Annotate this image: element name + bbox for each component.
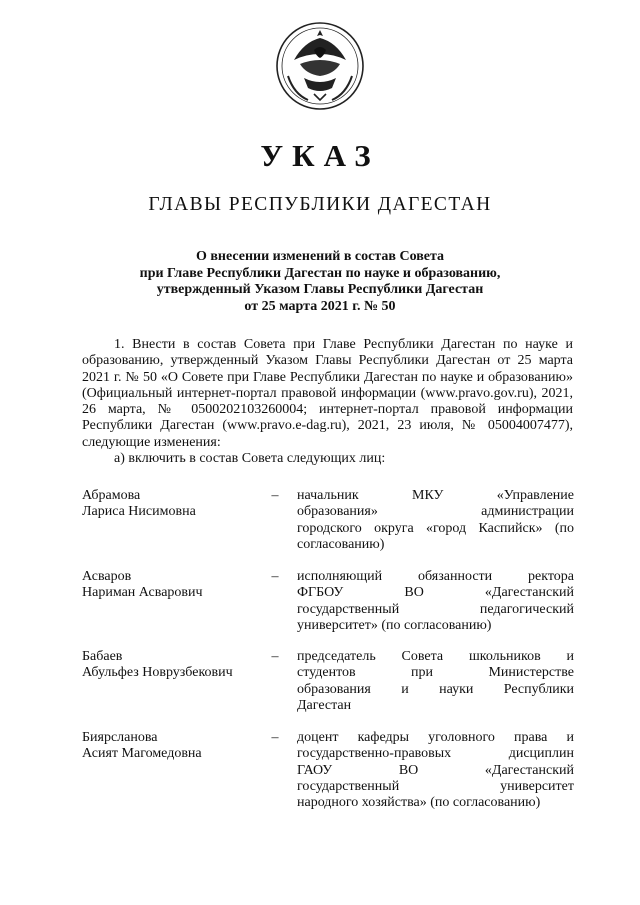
member-surname: Абрамова [82,488,141,503]
role-line: председатель Совета школьников и [297,649,574,664]
member-role [297,569,574,634]
decree-title: УКАЗ [260,138,380,173]
decree-body [82,337,573,467]
role-line: народного хозяйства» (по согласованию) [297,795,541,811]
member-role [297,649,574,714]
paragraph-1: 1. Внести в состав Совета при Главе Республики Дагестан по науке и образованию, утвержденный Указом Главы Республики Дагестан от 25 марта 2021 г. № 50 «О Совете при Главе Республики Дагестан по науке и образованию» (Официальный интернет-портал правовой информации (www.pravo.gov.ru), 2021, 26 марта, № 0500202103260004; интернет-портал правовой информации Республики Дагестан (www.pravo.e-dag.ru), 2021, 23 июля, № 05004007477), следующие изменения: [82,337,573,450]
member-surname: Бабаев [82,649,123,664]
member-role [297,730,574,811]
heading-line: утвержденный Указом Главы Республики Дагестан [156,282,484,298]
decree-issuer: ГЛАВЫ РЕСПУБЛИКИ ДАГЕСТАН [148,194,492,215]
member-surname: Асваров [82,569,132,584]
role-line: исполняющий обязанности ректора [297,569,574,584]
member-dash: – [271,730,279,745]
member-dash: – [271,569,279,584]
role-line: ФГБОУ ВО «Дагестанский [297,585,574,601]
role-line: образования» администрации [297,504,574,520]
member-given-name: Лариса Нисимовна [82,504,196,520]
role-line: государственный университет [297,778,574,794]
member-role [297,488,574,553]
heading-line: от 25 марта 2021 г. № 50 [244,298,396,314]
decree-heading [100,249,540,315]
member-dash: – [271,488,279,503]
role-line: согласованию) [297,536,385,552]
role-line: ГАОУ ВО «Дагестанский [297,762,574,778]
member-name [82,730,262,763]
role-line: образования и науки Республики [297,681,574,697]
member-given-name: Абульфез Новрузбекович [82,665,233,681]
member-dash: – [271,649,279,664]
role-line: университет» (по согласованию) [297,617,492,633]
heading-line: О внесении изменений в состав Совета [195,249,445,264]
member-name [82,569,262,602]
role-line: государственно-правовых дисциплин [297,746,574,762]
role-line: начальник МКУ «Управление [297,488,574,503]
subitem-a: а) включить в состав Совета следующих лиц: [114,451,386,467]
member-name [82,488,262,521]
role-line: студентов при Министерстве [297,665,574,681]
member-given-name: Асият Магомедовна [82,746,202,762]
role-line: доцент кафедры уголовного права и [297,730,574,745]
member-name [82,649,262,682]
role-line: Дагестан [297,697,352,713]
coat-of-arms-emblem [274,20,366,112]
heading-line: при Главе Республики Дагестан по науке и образованию, [139,265,501,281]
role-line: городского округа «город Каспийск» (по [297,520,574,536]
role-line: государственный педагогический [297,601,574,617]
member-given-name: Нариман Асварович [82,585,203,601]
member-surname: Биярсланова [82,730,158,745]
